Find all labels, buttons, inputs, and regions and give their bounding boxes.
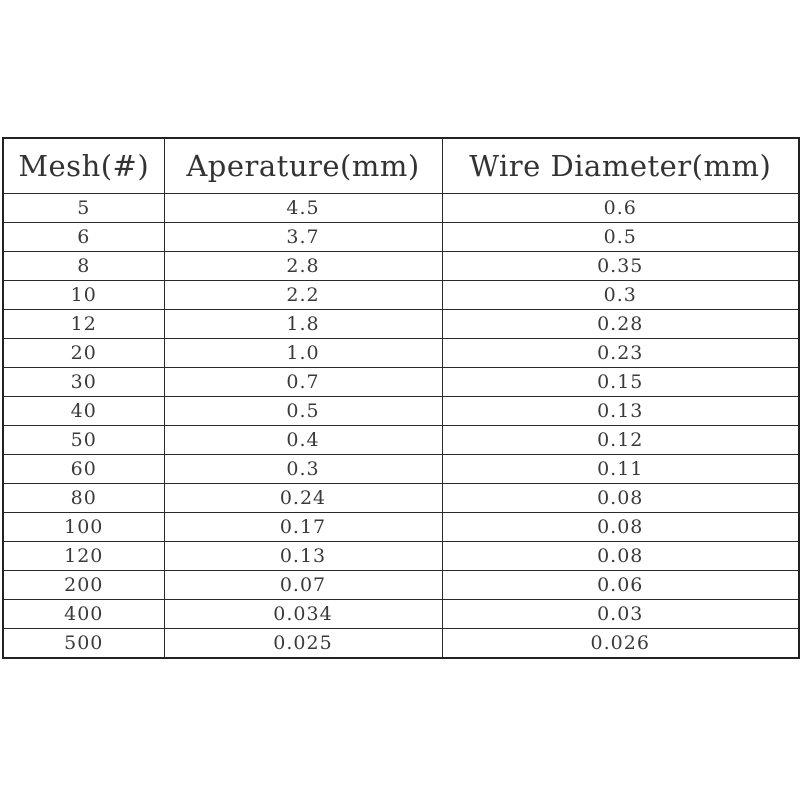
cell-aperture: 0.13 [164, 542, 442, 571]
cell-aperture: 0.025 [164, 629, 442, 659]
cell-wire-diameter: 0.08 [442, 513, 799, 542]
cell-mesh: 60 [3, 455, 164, 484]
cell-mesh: 12 [3, 310, 164, 339]
cell-mesh: 30 [3, 368, 164, 397]
header-mesh: Mesh(#) [3, 138, 164, 194]
cell-aperture: 3.7 [164, 223, 442, 252]
cell-aperture: 0.07 [164, 571, 442, 600]
table-body [3, 194, 799, 659]
cell-mesh: 5 [3, 194, 164, 223]
cell-wire-diameter: 0.15 [442, 368, 799, 397]
cell-aperture: 0.17 [164, 513, 442, 542]
table-row [3, 542, 799, 571]
table-row [3, 310, 799, 339]
cell-wire-diameter: 0.23 [442, 339, 799, 368]
table-row [3, 223, 799, 252]
cell-wire-diameter: 0.35 [442, 252, 799, 281]
table-row [3, 397, 799, 426]
cell-mesh: 80 [3, 484, 164, 513]
cell-aperture: 0.3 [164, 455, 442, 484]
table-row [3, 571, 799, 600]
cell-wire-diameter: 0.03 [442, 600, 799, 629]
cell-aperture: 0.24 [164, 484, 442, 513]
cell-aperture: 0.7 [164, 368, 442, 397]
cell-wire-diameter: 0.11 [442, 455, 799, 484]
cell-aperture: 4.5 [164, 194, 442, 223]
cell-mesh: 200 [3, 571, 164, 600]
cell-mesh: 120 [3, 542, 164, 571]
table-row [3, 600, 799, 629]
table-row [3, 426, 799, 455]
mesh-spec-table [2, 137, 800, 659]
cell-mesh: 40 [3, 397, 164, 426]
cell-mesh: 50 [3, 426, 164, 455]
table-row [3, 455, 799, 484]
table-row [3, 339, 799, 368]
cell-mesh: 6 [3, 223, 164, 252]
cell-aperture: 0.4 [164, 426, 442, 455]
cell-aperture: 1.0 [164, 339, 442, 368]
cell-mesh: 400 [3, 600, 164, 629]
header-aperture: Aperature(mm) [164, 138, 442, 194]
cell-wire-diameter: 0.08 [442, 484, 799, 513]
cell-aperture: 0.5 [164, 397, 442, 426]
table-row [3, 194, 799, 223]
cell-mesh: 500 [3, 629, 164, 659]
header-row [3, 138, 799, 194]
table-row [3, 252, 799, 281]
cell-aperture: 2.2 [164, 281, 442, 310]
cell-wire-diameter: 0.026 [442, 629, 799, 659]
cell-wire-diameter: 0.12 [442, 426, 799, 455]
cell-mesh: 20 [3, 339, 164, 368]
table-row [3, 513, 799, 542]
cell-wire-diameter: 0.5 [442, 223, 799, 252]
cell-wire-diameter: 0.3 [442, 281, 799, 310]
cell-wire-diameter: 0.6 [442, 194, 799, 223]
cell-wire-diameter: 0.06 [442, 571, 799, 600]
header-wire-diameter: Wire Diameter(mm) [442, 138, 799, 194]
cell-mesh: 100 [3, 513, 164, 542]
cell-aperture: 0.034 [164, 600, 442, 629]
table-row [3, 368, 799, 397]
cell-wire-diameter: 0.13 [442, 397, 799, 426]
table-row [3, 281, 799, 310]
cell-aperture: 1.8 [164, 310, 442, 339]
table-row [3, 484, 799, 513]
table-row [3, 629, 799, 659]
cell-aperture: 2.8 [164, 252, 442, 281]
cell-wire-diameter: 0.08 [442, 542, 799, 571]
cell-mesh: 8 [3, 252, 164, 281]
cell-mesh: 10 [3, 281, 164, 310]
cell-wire-diameter: 0.28 [442, 310, 799, 339]
